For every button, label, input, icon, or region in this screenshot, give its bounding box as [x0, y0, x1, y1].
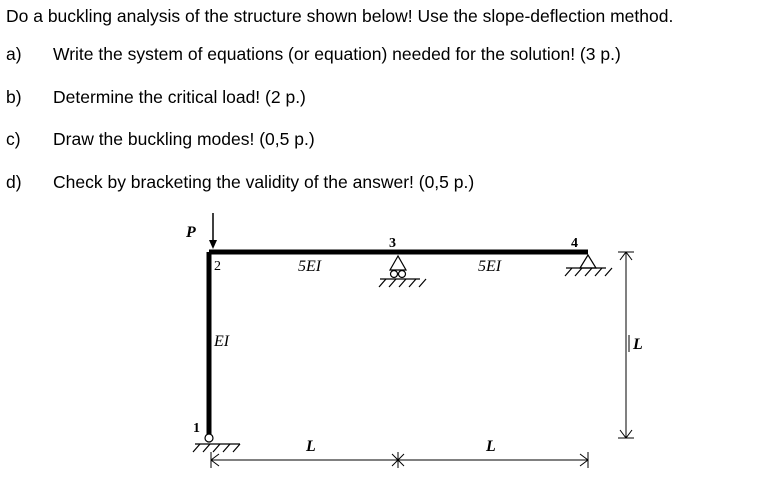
task-text: Write the system of equations (or equation) needed for the solution! (3 p.)	[53, 44, 621, 64]
node-label-2: 2	[214, 259, 221, 274]
dimension-span-left: L	[306, 438, 316, 455]
problem-intro: Do a buckling analysis of the structure shown below! Use the slope-deflection method.	[6, 6, 674, 26]
task-label: a)	[6, 44, 22, 64]
node-label-3: 3	[389, 236, 396, 251]
task-text: Check by bracketing the validity of the answer! (0,5 p.)	[53, 172, 475, 192]
stiffness-beam-left: 5EI	[298, 258, 322, 275]
dimension-span-right: L	[486, 438, 496, 455]
task-label: c)	[6, 129, 21, 149]
roller-support-node-3	[379, 256, 426, 287]
stiffness-column: EI	[214, 333, 230, 350]
load-label: P	[186, 224, 196, 241]
task-text: Draw the buckling modes! (0,5 p.)	[53, 129, 315, 149]
vertical-dimension	[618, 252, 634, 438]
horizontal-dimension	[211, 452, 588, 468]
node-label-1: 1	[193, 421, 200, 436]
task-label: d)	[6, 172, 22, 192]
load-arrow	[209, 213, 217, 249]
task-label: b)	[6, 87, 22, 107]
pin-support-node-1	[193, 434, 240, 452]
dimension-height: L	[633, 336, 643, 353]
task-text: Determine the critical load! (2 p.)	[53, 87, 306, 107]
stiffness-beam-right: 5EI	[478, 258, 502, 275]
node-label-4: 4	[571, 236, 578, 251]
pin-support-node-4	[565, 255, 612, 276]
